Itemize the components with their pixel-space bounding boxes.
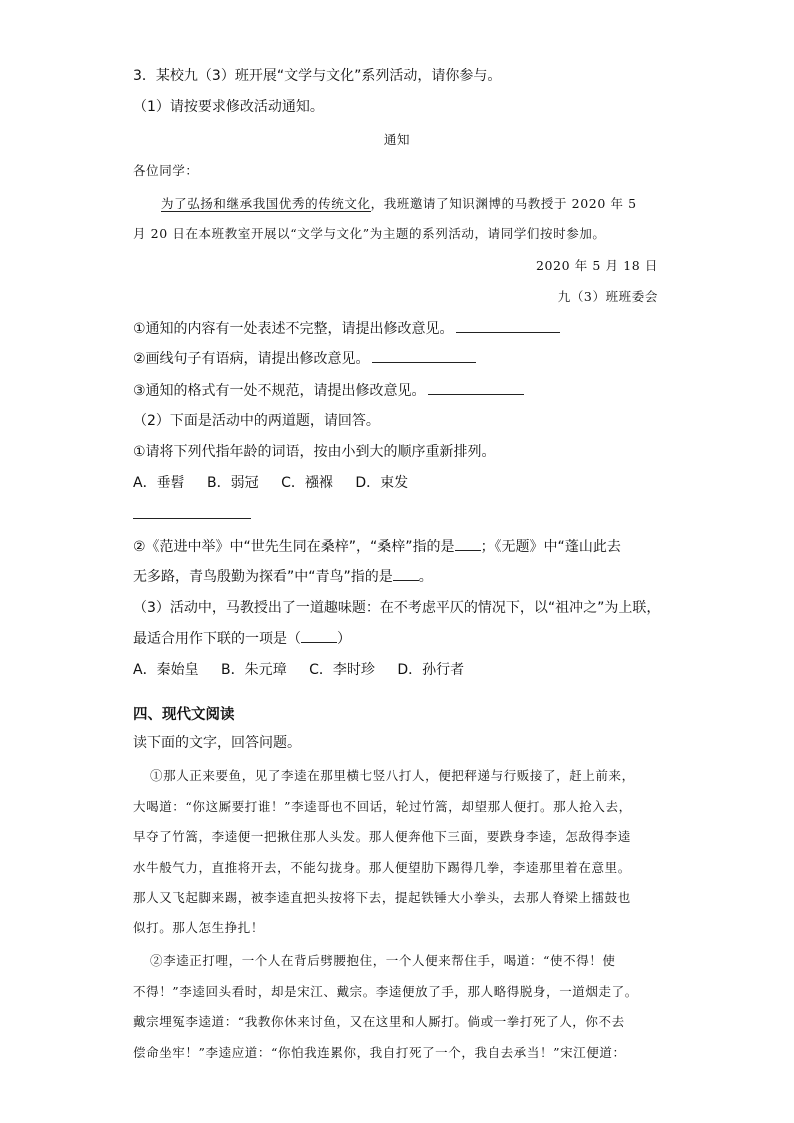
part-2-question-1: ①请将下列代指年龄的词语，按由小到大的顺序重新排列。 <box>133 444 496 460</box>
answer-blank[interactable] <box>428 380 524 395</box>
notice-signer: 九（3）班班委会 <box>557 289 658 304</box>
answer-blank[interactable] <box>456 318 560 333</box>
notice-date: 2020 年 5 月 18 日 <box>535 258 658 273</box>
paragraph-2-line: ②李逵正打哩，一个人在背后劈腰抱住，一个人便来帮住手，喝道：“使不得！使 <box>150 953 616 968</box>
paragraph-2-line: 戴宗埋冤李逵道：“我教你休来讨鱼，又在这里和人厮打。倘或一拳打死了人，你不去 <box>133 1014 625 1029</box>
section-heading: 四、现代文阅读 <box>133 707 235 723</box>
part-3-line-2: 最适合用作下联的一项是（ ） <box>133 628 351 649</box>
paragraph-1-line: ①那人正来要鱼，见了李逵在那里横七竖八打人，便把秤递与行贩接了，赶上前来， <box>150 768 635 783</box>
option-d: D．束发 <box>355 475 409 491</box>
sub-question-2: ②画线句子有语病，请提出修改意见。 <box>133 348 476 369</box>
notice-greeting: 各位同学： <box>133 163 199 178</box>
paragraph-1-line: 大喝道：“你这厮要打谁！”李逵哥也不回话，轮过竹篙，却望那人便打。那人抢入去， <box>133 799 632 814</box>
option-b: B．朱元璋 <box>221 662 287 678</box>
notice-body-rest: ，我班邀请了知识渊博的马教授于 2020 年 5 <box>370 196 637 211</box>
paragraph-1-line: 那人又飞起脚来踢，被李逵直把头按将下去，提起铁锤大小拳头，去那人脊梁上擂鼓也 <box>133 890 631 905</box>
option-d: D．孙行者 <box>397 662 465 678</box>
notice-body-line-1 <box>161 194 637 214</box>
part-2-question-2-line-1: ②《范进中举》中“世先生同在桑梓”，“桑梓”指的是 ；《无题》中“蓬山此去 <box>133 536 621 557</box>
option-a: A．垂髫 <box>133 475 185 491</box>
option-a: A．秦始皇 <box>133 662 199 678</box>
answer-blank[interactable] <box>301 628 337 643</box>
answer-blank[interactable] <box>455 536 481 551</box>
underlined-sentence: 为了弘扬和继承我国优秀的传统文化 <box>161 196 371 211</box>
sub-question-3: ③通知的格式有一处不规范，请提出修改意见。 <box>133 380 524 401</box>
notice-body-line-2: 月 20 日在本班教室开展以“文学与文化”为主题的系列活动，请同学们按时参加。 <box>133 226 606 241</box>
part-2-question-2-line-2: 无多路，青鸟殷勤为探看”中“青鸟”指的是 。 <box>133 566 433 587</box>
answer-blank[interactable] <box>372 348 476 363</box>
part-3-line-1: （3）活动中，马教授出了一道趣味题：在不考虑平仄的情况下，以“祖冲之”为上联， <box>133 600 661 616</box>
part-3-options <box>133 660 482 680</box>
paragraph-1-line: 似打。那人怎生挣扎！ <box>133 920 265 935</box>
notice-title: 通知 <box>383 132 411 147</box>
part-2-options <box>133 473 426 493</box>
option-b: B．弱冠 <box>207 475 259 491</box>
answer-line[interactable] <box>133 518 251 519</box>
paragraph-1-line: 早夺了竹篙，李逵便一把揪住那人头发。那人便奔他下三面，要跌身李逵，怎敌得李逵 <box>133 829 631 844</box>
answer-blank[interactable] <box>393 566 419 581</box>
option-c: C．李时珍 <box>309 662 375 678</box>
part-2-prompt: （2）下面是活动中的两道题，请回答。 <box>133 413 380 429</box>
option-c: C．襁褓 <box>281 475 333 491</box>
sub-question-1: ①通知的内容有一处表述不完整，请提出修改意见。 <box>133 318 560 339</box>
paragraph-1-line: 水牛般气力，直推将开去，不能勾拢身。那人便望肋下踢得几拳，李逵那里着在意里。 <box>133 860 631 875</box>
reading-instruction: 读下面的文字，回答问题。 <box>133 735 301 751</box>
paragraph-2-line: 偿命坐牢！”李逵应道：“你怕我连累你，我自打死了一个，我自去承当！”宋江便道： <box>133 1045 626 1060</box>
paragraph-2-line: 不得！”李逵回头看时，却是宋江、戴宗。李逵便放了手，那人略得脱身，一道烟走了。 <box>133 984 638 999</box>
part-1-prompt: （1）请按要求修改活动通知。 <box>133 99 324 115</box>
question-3-title: 3．某校九（3）班开展“文学与文化”系列活动，请你参与。 <box>133 68 502 84</box>
